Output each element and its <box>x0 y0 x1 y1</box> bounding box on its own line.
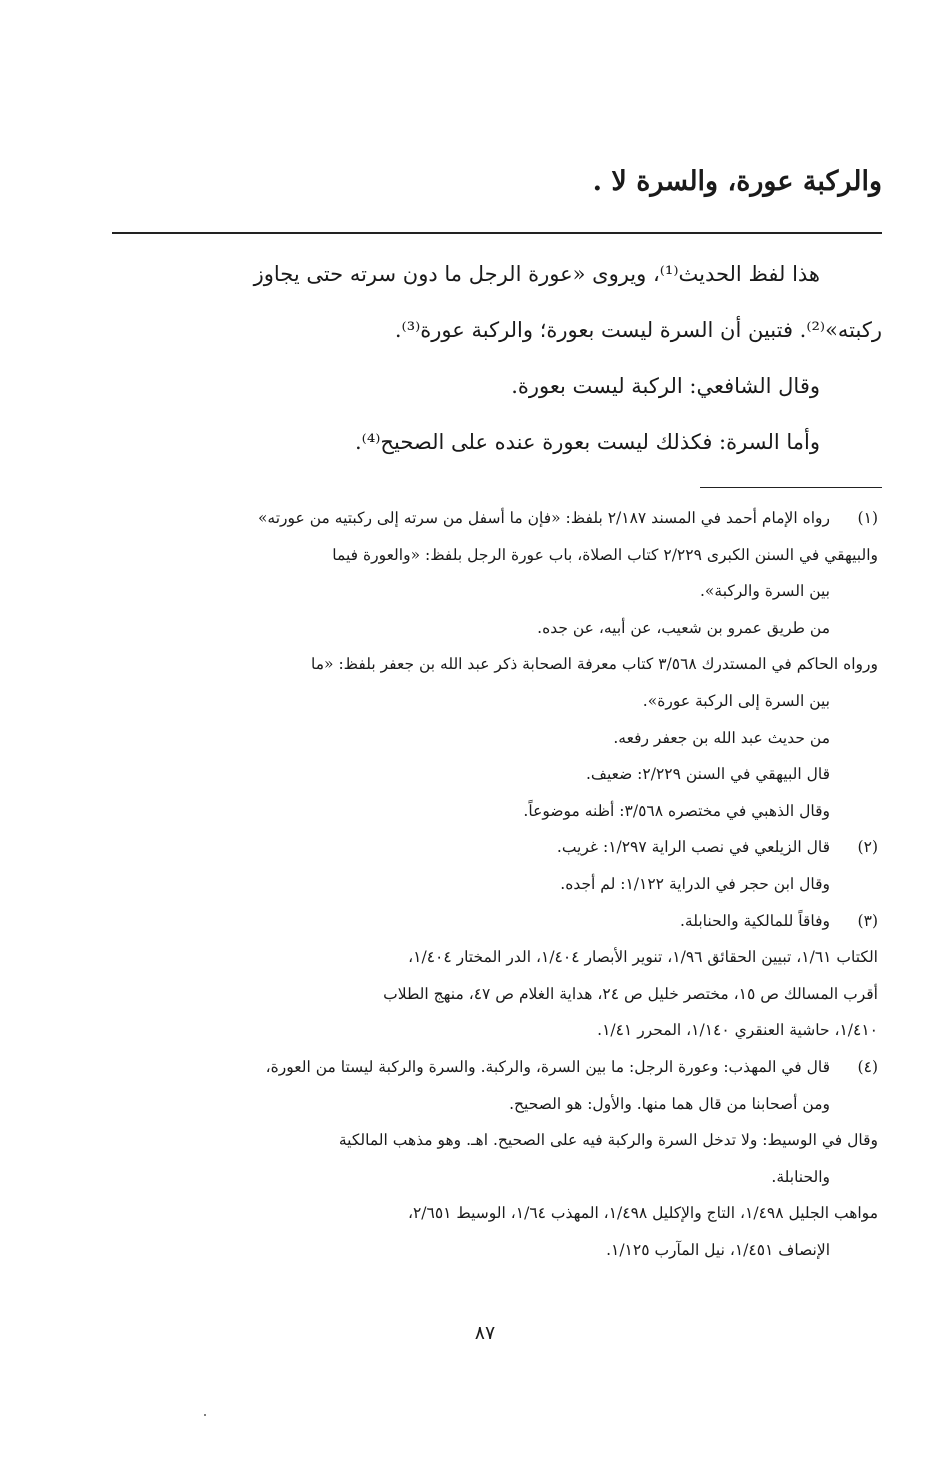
footnote-text: رواه الإمام أحمد في المسند ٢/١٨٧ بلفظ: «فإن ما أسفل من سرته إلى ركبتيه من عورته» <box>257 509 830 527</box>
footnote-text: مواهب الجليل ١/٤٩٨، التاج والإكليل ١/٤٩٨، المهذب ١/٦٤، الوسيط ٢/٦٥١، <box>407 1204 878 1223</box>
top-divider <box>112 232 882 234</box>
footnote-line <box>108 683 878 720</box>
footnote-text: قال البيهقي في السنن ٢/٢٢٩: ضعيف. <box>585 765 830 784</box>
footnote-line <box>108 1012 878 1049</box>
footnote-text: ورواه الحاكم في المستدرك ٣/٥٦٨ كتاب معرفة الصحابة ذكر عبد الله بن جعفر بلفظ: «ما <box>311 655 878 674</box>
footnote-text: بين السرة إلى الركبة عورة». <box>642 691 830 710</box>
footnote-text: قال في المهذب: وعورة الرجل: ما بين السرة، والركبة. والسرة والركبة ليستا من العورة، <box>265 1057 830 1076</box>
section-heading: والركبة عورة، والسرة لا . <box>592 166 882 197</box>
footnote-line <box>108 793 878 830</box>
footnote-start-line <box>108 903 878 940</box>
footnote-text: ومن أصحابنا من قال هما منها. والأول: هو الصحيح. <box>509 1094 830 1113</box>
footnote-text: قال الزيلعي في نصب الراية ١/٢٩٧: غريب. <box>556 838 830 857</box>
footnote-line <box>108 976 878 1013</box>
main-text <box>112 246 882 470</box>
body-line: وقال الشافعي: الركبة ليست بعورة. <box>511 374 820 398</box>
page-number: ٨٧ <box>474 1322 496 1344</box>
footnote-line <box>108 720 878 757</box>
footnote-divider <box>700 487 882 488</box>
footnote-start-line <box>108 829 878 866</box>
footnote-line <box>108 756 878 793</box>
footnote-start-line <box>108 500 878 537</box>
footnote-text: من حديث عبد الله بن جعفر رفعه. <box>613 728 830 747</box>
scan-speck <box>204 1414 206 1416</box>
body-line: ركبته»⁽²⁾. فتبين أن السرة ليست بعورة؛ والركبة عورة⁽³⁾. <box>394 318 882 342</box>
footnote-number: (٣) <box>857 911 878 930</box>
footnote-line <box>108 1122 878 1159</box>
footnote-text: أقرب المسالك ص ١٥، مختصر خليل ص ٢٤، هداية الغلام ص ٤٧، منهج الطلاب <box>383 984 878 1003</box>
footnote-text: الكتاب ١/٦١، تبيين الحقائق ١/٩٦، تنوير الأبصار ١/٤٠٤، الدر المختار ١/٤٠٤، <box>408 948 878 967</box>
footnote-line <box>108 1086 878 1123</box>
footnote-text: وقال الذهبي في مختصره ٣/٥٦٨: أظنه موضوعاً. <box>523 801 830 820</box>
footnote-line <box>108 537 878 574</box>
footnote-line <box>108 646 878 683</box>
footnote-line <box>108 610 878 647</box>
footnote-line <box>108 1232 878 1269</box>
footnote-line <box>108 1159 878 1196</box>
footnote-text: بين السرة والركبة». <box>699 582 830 601</box>
footnote-text: وقال ابن حجر في الدراية ١/١٢٢: لم أجده. <box>560 874 830 893</box>
body-line: وأما السرة: فكذلك ليست بعورة عنده على الصحيح⁽⁴⁾. <box>355 430 820 454</box>
footnote-text: وفاقاً للمالكية والحنابلة. <box>679 911 830 930</box>
footnote-line <box>108 866 878 903</box>
body-line: هذا لفظ الحديث⁽¹⁾، ويروى «عورة الرجل ما دون سرته حتى يجاوز <box>253 262 820 286</box>
footnote-text: والبيهقي في السنن الكبرى ٢/٢٢٩ كتاب الصلاة، باب عورة الرجل بلفظ: «والعورة فيما <box>332 545 878 564</box>
footnote-number: (١) <box>857 509 878 527</box>
footnote-number: (٢) <box>857 838 878 857</box>
footnote-line <box>108 1195 878 1232</box>
footnote-text: ١/٤١٠، حاشية العنقري ١/١٤٠، المحرر ١/٤١. <box>597 1021 878 1040</box>
footnote-line <box>108 573 878 610</box>
footnotes <box>108 500 878 1268</box>
footnote-start-line <box>108 1049 878 1086</box>
footnote-line <box>108 939 878 976</box>
footnote-text: الإنصاف ١/٤٥١، نيل المآرب ١/١٢٥. <box>606 1240 830 1259</box>
footnote-text: من طريق عمرو بن شعيب، عن أبيه، عن جده. <box>537 618 830 637</box>
footnote-text: وقال في الوسيط: ولا تدخل السرة والركبة فيه على الصحيح. اهـ. وهو مذهب المالكية <box>338 1131 878 1150</box>
footnote-number: (٤) <box>857 1057 878 1076</box>
footnote-text: والحنابلة. <box>771 1167 830 1186</box>
